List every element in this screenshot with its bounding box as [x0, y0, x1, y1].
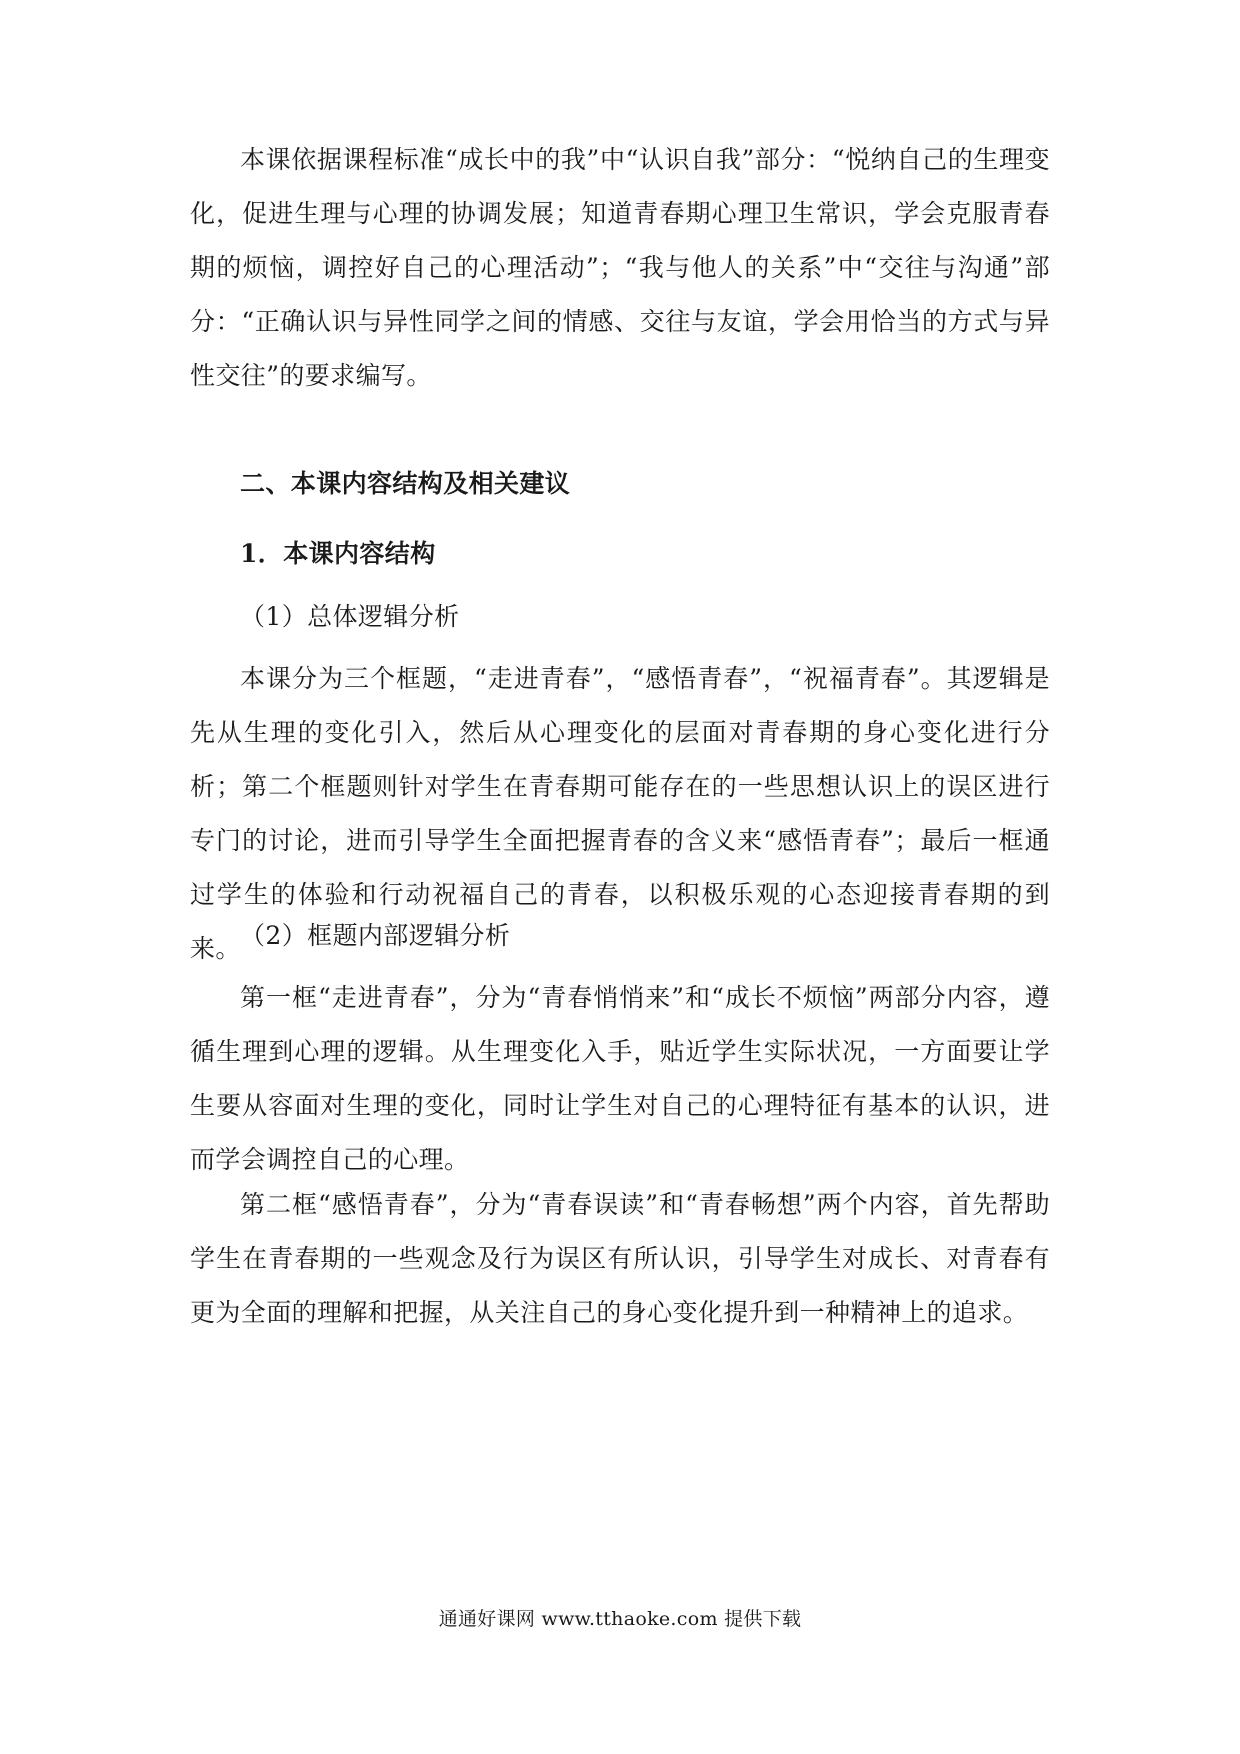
paragraph-curriculum-basis: 本课依据课程标准“成长中的我”中“认识自我”部分：“悦纳自己的生理变化，促进生理与心理的协调发展；知道青春期心理卫生常识，学会克服青春期的烦恼，调控好自己的心理活动”；“我与他人的关系”中“交往与沟通”部分：“正确认识与异性同学之间的情感、交往与友谊，学会用恰当的方式与异性交往”的要求编写。 [190, 145, 1050, 390]
subsection-heading-content-structure: 1．本课内容结构 [240, 539, 436, 568]
subheading-overall-logic: （1）总体逻辑分析 [240, 602, 460, 631]
paragraph-first-frame: 第一框“走进青春”，分为“青春悄悄来”和“成长不烦恼”两部分内容，遵循生理到心理的逻辑。从生理变化入手，贴近学生实际状况，一方面要让学生要从容面对生理的变化，同时让学生对自己的心理特征有基本的认识，进而学会调控自己的心理。 [190, 983, 1050, 1174]
paragraph-second-frame: 第二框“感悟青春”，分为“青春误读”和“青春畅想”两个内容，首先帮助学生在青春期的一些观念及行为误区有所认识，引导学生对成长、对青春有更为全面的理解和把握，从关注自己的身心变化提升到一种精神上的追求。 [190, 1190, 1050, 1327]
paragraph-overall-logic: 本课分为三个框题，“走进青春”，“感悟青春”，“祝福青春”。其逻辑是先从生理的变化引入，然后从心理变化的层面对青春期的身心变化进行分析；第二个框题则针对学生在青春期可能存在的一些思想认识上的误区进行专门的讨论，进而引导学生全面把握青春的含义来“感悟青春”；最后一框通过学生的体验和行动祝福自己的青春，以积极乐观的心态迎接青春期的到来。 [190, 664, 1050, 963]
page-footer-source: 通通好课网 www.tthaoke.com 提供下载 [438, 1608, 802, 1630]
subheading-internal-logic: （2）框题内部逻辑分析 [240, 921, 511, 950]
section-heading-content-structure: 二、本课内容结构及相关建议 [240, 469, 571, 498]
